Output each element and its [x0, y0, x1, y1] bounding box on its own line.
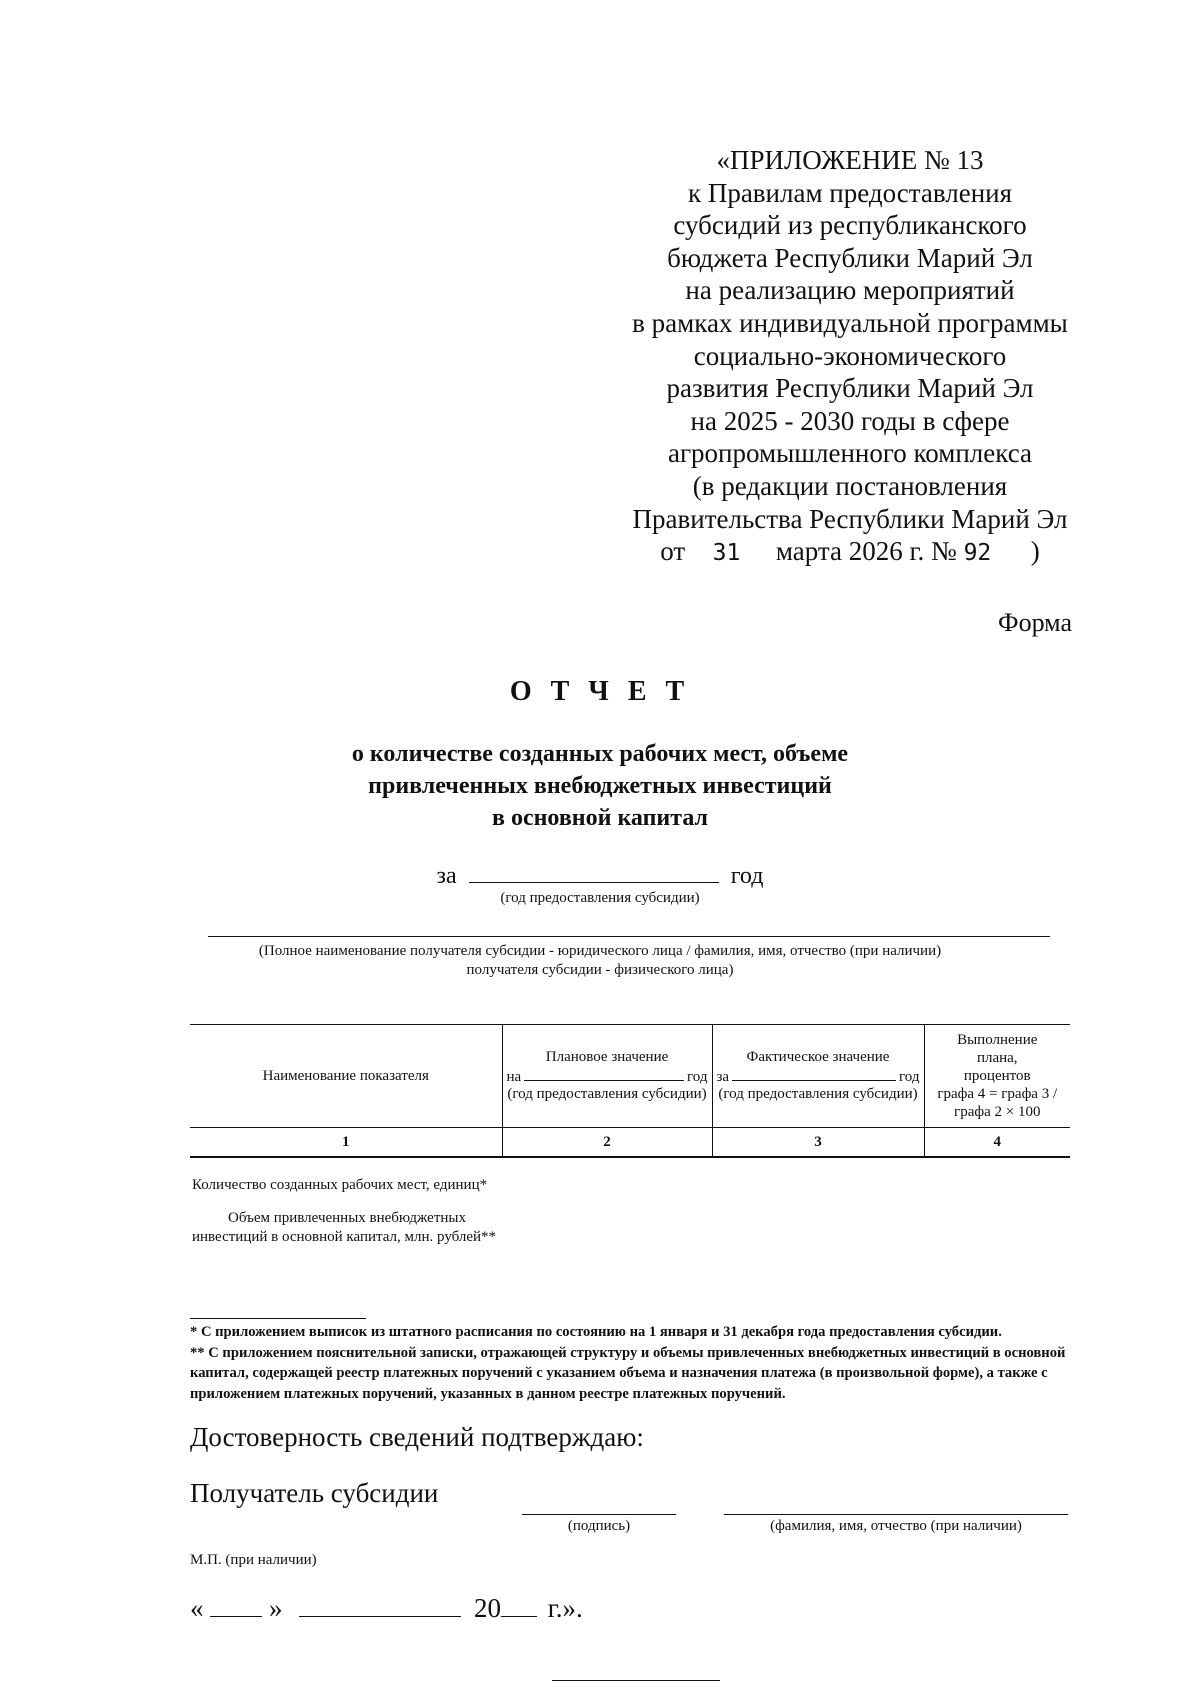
recipient-name-field[interactable]	[208, 936, 1050, 937]
planned-year-field[interactable]	[524, 1066, 684, 1081]
actual-suffix: год	[899, 1069, 920, 1085]
date-number: 92	[963, 540, 992, 567]
confirmation-text: Достоверность сведений подтверждаю:	[190, 1422, 644, 1452]
appendix-date-line	[600, 535, 1100, 570]
recipient-caption-line: получателя субсидии - физического лица)	[466, 962, 734, 978]
appendix-line: бюджета Республики Марий Эл	[667, 242, 1033, 273]
date-year-field[interactable]	[501, 1592, 537, 1617]
date-close-quote: »	[269, 1593, 283, 1623]
indicator-investments: Объем привлеченных внебюджетных инвестиций в основной капитал, млн. рублей**	[192, 1210, 497, 1245]
header-completion: Выполнение плана, процентов графа 4 = графа 3 / графа 2 × 100	[924, 1025, 1070, 1128]
date-prefix: от	[660, 536, 686, 567]
period-line	[0, 860, 1200, 890]
report-title: О Т Ч Е Т	[509, 676, 691, 707]
appendix-line: развития Республики Марий Эл	[666, 373, 1034, 404]
column-number: 4	[924, 1128, 1070, 1158]
report-table	[190, 1024, 1070, 1257]
planned-suffix: год	[687, 1069, 708, 1085]
appendix-line: на 2025 - 2030 годы в сфере	[690, 405, 1010, 436]
date-day: 31	[712, 540, 741, 567]
column-number: 3	[712, 1128, 924, 1158]
date-open-quote: «	[190, 1593, 204, 1623]
appendix-line: «ПРИЛОЖЕНИЕ № 13	[716, 145, 984, 175]
actual-year-field[interactable]	[732, 1066, 896, 1081]
period-year-field[interactable]	[469, 860, 719, 883]
completion-cell[interactable]	[924, 1157, 1070, 1205]
header-planned-value	[502, 1025, 712, 1128]
column-number: 2	[502, 1128, 712, 1158]
recipient-caption-line: (Полное наименование получателя субсидии - юридического лица / фамилия, имя, отчество (при наличии)	[258, 943, 942, 959]
actual-prefix: за	[716, 1069, 730, 1085]
date-day-field[interactable]	[210, 1592, 262, 1617]
column-number: 1	[190, 1128, 502, 1158]
indicator-jobs: Количество созданных рабочих мест, единиц*	[190, 1157, 502, 1205]
planned-prefix: на	[506, 1069, 522, 1085]
table-row	[190, 1205, 1070, 1257]
actual-caption: (год предоставления субсидии)	[718, 1086, 918, 1102]
footnote: * С приложением выписок из штатного расписания по состоянию на 1 января и 31 декабря года предоставления субсидии.	[190, 1324, 1002, 1340]
planned-cell[interactable]	[502, 1157, 712, 1205]
table-row	[190, 1157, 1070, 1205]
header-actual-value	[712, 1025, 924, 1128]
period-suffix: год	[730, 863, 764, 889]
subtitle-line: в основной капитал	[491, 805, 709, 831]
appendix-line: к Правилам предоставления	[687, 177, 1013, 208]
period-prefix: за	[436, 863, 457, 889]
full-name-field[interactable]	[724, 1514, 1068, 1515]
appendix-line: (в редакции постановления	[692, 470, 1008, 501]
footnote-divider	[190, 1318, 366, 1319]
date-line	[190, 1592, 583, 1624]
recipient-label: Получатель субсидии	[190, 1478, 439, 1508]
footnote: ** С приложением пояснительной записки, отражающей структуру и объемы привлеченных внебюджетных инвестиций в основной капитал, содержащей реестр платежных поручений с указанием объема и назначения платежа (в произвольной форме), а также с приложением платежных поручений, указанных в данном реестре платежных поручений.	[190, 1344, 1066, 1402]
subtitle-line: привлеченных внебюджетных инвестиций	[368, 773, 832, 799]
appendix-line: Правительства Республики Марий Эл	[632, 503, 1068, 534]
completion-cell[interactable]	[924, 1205, 1070, 1257]
actual-cell[interactable]	[712, 1205, 924, 1257]
end-divider	[552, 1680, 720, 1681]
signature-field[interactable]	[522, 1514, 676, 1515]
signature-caption: (подпись)	[567, 1518, 631, 1534]
date-close: )	[1030, 536, 1040, 567]
full-name-caption: (фамилия, имя, отчество (при наличии)	[770, 1518, 1022, 1534]
planned-title: Плановое значение	[545, 1049, 669, 1065]
appendix-line: социально-экономического	[693, 340, 1007, 371]
footnotes	[190, 1322, 1080, 1404]
form-label: Форма	[998, 608, 1072, 637]
planned-cell[interactable]	[502, 1205, 712, 1257]
appendix-line: на реализацию мероприятий	[685, 275, 1015, 306]
date-month-field[interactable]	[299, 1592, 461, 1617]
date-year-suffix: г.».	[547, 1593, 583, 1623]
appendix-line: субсидий из республиканского	[673, 210, 1027, 241]
report-subtitle	[0, 738, 1200, 834]
appendix-line: в рамках индивидуальной программы	[632, 307, 1068, 338]
date-rest: марта 2026 г. №	[775, 536, 957, 567]
header-indicator-name: Наименование показателя	[190, 1025, 502, 1128]
date-year-prefix: 20	[474, 1593, 501, 1623]
planned-caption: (год предоставления субсидии)	[507, 1086, 707, 1102]
period-caption: (год предоставления субсидии)	[500, 890, 700, 906]
actual-cell[interactable]	[712, 1157, 924, 1205]
actual-title: Фактическое значение	[746, 1049, 890, 1065]
appendix-line: агропромышленного комплекса	[668, 438, 1032, 469]
recipient-caption	[0, 942, 1200, 980]
stamp-label: М.П. (при наличии)	[190, 1552, 317, 1568]
appendix-header	[600, 144, 1100, 570]
subtitle-line: о количестве созданных рабочих мест, объеме	[351, 741, 849, 767]
